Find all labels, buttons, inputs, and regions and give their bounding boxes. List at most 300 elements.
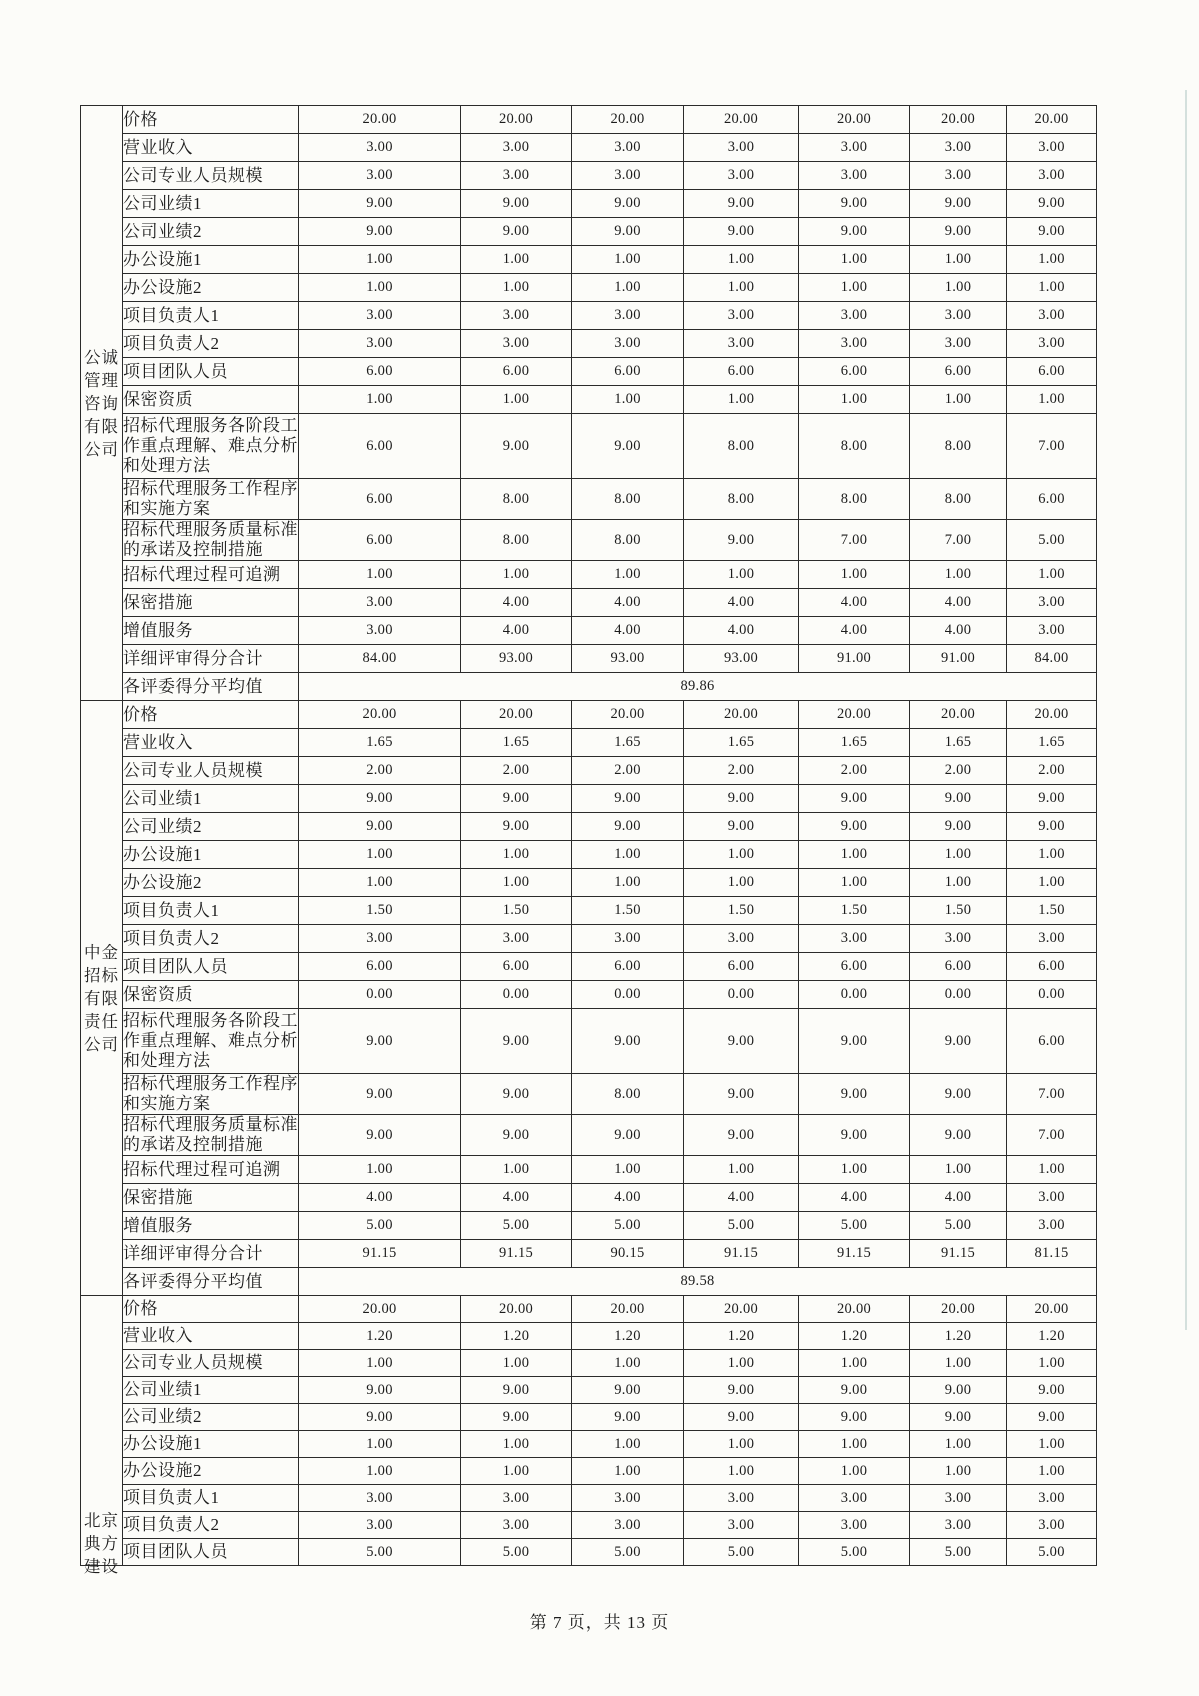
score-cell: 1.00 [684,274,799,302]
score-cell: 1.00 [299,246,461,274]
table-row [81,218,1097,246]
table-row [81,897,1097,925]
score-cell: 9.00 [1007,813,1097,841]
score-cell: 1.65 [799,729,910,757]
average-row [81,1268,1097,1296]
score-cell: 20.00 [299,1296,461,1323]
score-cell: 9.00 [799,785,910,813]
score-cell: 1.00 [1007,1458,1097,1485]
score-cell: 3.00 [461,330,572,358]
score-cell: 3.00 [572,330,684,358]
criterion-label: 公司专业人员规模 [123,1350,299,1377]
score-cell: 2.00 [1007,757,1097,785]
table-row [81,1184,1097,1212]
score-cell: 4.00 [572,589,684,617]
score-cell: 1.00 [572,1156,684,1184]
score-cell: 3.00 [299,134,461,162]
score-cell: 5.00 [572,1539,684,1566]
score-cell: 4.00 [799,617,910,645]
score-cell: 1.00 [910,841,1007,869]
score-cell: 20.00 [684,701,799,729]
criterion-label: 项目负责人1 [123,897,299,925]
score-cell: 3.00 [572,925,684,953]
score-cell: 3.00 [910,925,1007,953]
table-row [81,190,1097,218]
score-cell: 3.00 [299,925,461,953]
score-cell: 1.50 [910,897,1007,925]
criterion-label: 公司专业人员规模 [123,162,299,190]
table-row [81,645,1097,673]
score-cell: 3.00 [461,134,572,162]
score-cell: 6.00 [1007,358,1097,386]
score-cell: 20.00 [1007,106,1097,134]
score-cell: 5.00 [1007,520,1097,561]
score-cell: 6.00 [299,414,461,479]
score-cell: 2.00 [299,757,461,785]
score-cell: 1.00 [461,1156,572,1184]
score-cell: 20.00 [572,1296,684,1323]
score-cell: 9.00 [684,1404,799,1431]
score-cell: 81.15 [1007,1240,1097,1268]
criterion-label: 项目团队人员 [123,358,299,386]
score-cell: 8.00 [572,1074,684,1115]
score-cell: 1.65 [461,729,572,757]
score-cell: 3.00 [572,1485,684,1512]
score-cell: 3.00 [461,925,572,953]
score-cell: 2.00 [572,757,684,785]
evaluation-score-table [80,105,1097,1576]
criterion-label: 办公设施1 [123,841,299,869]
average-score-cell: 89.58 [299,1268,1097,1296]
score-cell: 91.15 [799,1240,910,1268]
score-cell: 1.00 [299,386,461,414]
score-cell: 9.00 [1007,1404,1097,1431]
score-cell: 6.00 [910,358,1007,386]
score-cell: 1.00 [461,869,572,897]
table-row [81,1240,1097,1268]
average-label: 各评委得分平均值 [123,673,299,701]
company-name-line: 招标 [84,965,119,985]
score-cell: 0.00 [1007,981,1097,1009]
criterion-label: 保密资质 [123,981,299,1009]
score-cell: 8.00 [684,479,799,520]
score-cell: 93.00 [572,645,684,673]
score-cell: 6.00 [461,358,572,386]
score-cell: 1.00 [572,1431,684,1458]
score-cell: 5.00 [461,1212,572,1240]
score-cell: 9.00 [572,414,684,479]
score-cell: 20.00 [461,701,572,729]
score-cell: 9.00 [461,1404,572,1431]
score-cell: 9.00 [799,1009,910,1074]
score-cell: 1.50 [799,897,910,925]
score-cell: 8.00 [572,520,684,561]
score-cell: 3.00 [799,302,910,330]
company-name-line: 公司 [84,1034,119,1054]
score-cell: 9.00 [572,218,684,246]
score-cell: 1.00 [572,841,684,869]
score-cell: 1.00 [684,246,799,274]
score-cell: 1.00 [910,869,1007,897]
score-cell: 0.00 [684,981,799,1009]
score-cell: 6.00 [1007,953,1097,981]
score-cell: 3.00 [572,1512,684,1539]
score-cell: 5.00 [299,1539,461,1566]
score-cell: 1.00 [1007,841,1097,869]
score-cell: 1.00 [684,1350,799,1377]
score-cell: 1.00 [910,1431,1007,1458]
score-cell: 4.00 [461,617,572,645]
table-row [81,414,1097,479]
score-cell: 6.00 [799,953,910,981]
score-cell: 3.00 [910,1485,1007,1512]
score-cell: 3.00 [799,162,910,190]
score-cell: 3.00 [684,330,799,358]
table-row [81,925,1097,953]
score-cell: 9.00 [799,1404,910,1431]
score-cell: 3.00 [572,134,684,162]
score-cell: 1.20 [299,1323,461,1350]
score-cell: 7.00 [910,520,1007,561]
score-cell: 3.00 [799,925,910,953]
score-cell: 1.00 [572,561,684,589]
criterion-label: 项目团队人员 [123,953,299,981]
score-cell: 5.00 [910,1212,1007,1240]
score-cell: 9.00 [461,218,572,246]
table-row [81,134,1097,162]
criterion-label: 公司业绩1 [123,190,299,218]
score-cell: 1.00 [461,1431,572,1458]
table-row [81,1115,1097,1156]
table-row [81,1009,1097,1074]
score-cell: 4.00 [910,1184,1007,1212]
score-cell: 3.00 [684,302,799,330]
score-cell: 4.00 [799,1184,910,1212]
score-cell: 9.00 [799,1115,910,1156]
score-cell: 20.00 [461,1296,572,1323]
criterion-label: 营业收入 [123,729,299,757]
score-cell: 9.00 [684,785,799,813]
score-cell: 9.00 [910,1377,1007,1404]
score-cell: 3.00 [299,617,461,645]
score-cell: 6.00 [461,953,572,981]
score-cell: 1.00 [299,1431,461,1458]
table-row [81,1485,1097,1512]
criterion-label: 公司业绩1 [123,1377,299,1404]
table-row [81,1512,1097,1539]
table-row [81,162,1097,190]
score-cell: 4.00 [910,617,1007,645]
score-cell: 1.00 [572,869,684,897]
criterion-label: 招标代理服务质量标准的承诺及控制措施 [123,1115,298,1154]
score-cell: 1.00 [572,1458,684,1485]
table-row [81,1377,1097,1404]
score-cell: 1.00 [1007,1431,1097,1458]
score-cell: 9.00 [799,1377,910,1404]
score-cell: 9.00 [461,1074,572,1115]
criterion-label: 项目负责人2 [123,330,299,358]
criterion-label: 办公设施1 [123,246,299,274]
table-row [81,1350,1097,1377]
company-name-line: 中金 [84,942,119,962]
score-cell: 6.00 [572,358,684,386]
criterion-label: 价格 [123,701,299,729]
table-row [81,1458,1097,1485]
score-cell: 3.00 [299,589,461,617]
company-name-text [81,941,122,1056]
score-cell: 3.00 [299,1512,461,1539]
score-cell: 9.00 [461,1115,572,1156]
score-cell: 1.00 [684,841,799,869]
score-cell: 2.00 [684,757,799,785]
score-cell: 2.00 [910,757,1007,785]
score-cell: 91.00 [799,645,910,673]
average-label: 各评委得分平均值 [123,1268,299,1296]
table-row [81,589,1097,617]
score-cell: 3.00 [910,134,1007,162]
score-cell: 1.00 [910,1350,1007,1377]
score-cell: 3.00 [1007,162,1097,190]
score-cell: 3.00 [910,302,1007,330]
score-cell: 4.00 [684,589,799,617]
score-cell: 6.00 [1007,479,1097,520]
score-cell: 20.00 [799,106,910,134]
score-cell: 1.00 [684,561,799,589]
score-cell: 8.00 [684,414,799,479]
score-cell: 1.00 [1007,274,1097,302]
scan-edge-artifact [1185,90,1187,1330]
table-row [81,1539,1097,1566]
score-cell: 6.00 [684,358,799,386]
score-cell: 9.00 [684,1377,799,1404]
score-cell: 1.00 [799,1350,910,1377]
score-cell: 9.00 [684,1115,799,1156]
score-cell: 3.00 [684,134,799,162]
score-cell: 3.00 [572,302,684,330]
score-cell: 9.00 [799,190,910,218]
score-cell: 1.00 [1007,869,1097,897]
score-cell: 20.00 [684,106,799,134]
score-cell: 3.00 [684,925,799,953]
score-cell: 1.00 [799,841,910,869]
score-cell: 3.00 [572,162,684,190]
score-cell: 3.00 [1007,1512,1097,1539]
score-cell: 6.00 [572,953,684,981]
score-cell: 1.00 [684,1156,799,1184]
table-row [81,386,1097,414]
score-cell: 1.00 [910,1458,1007,1485]
score-cell: 6.00 [1007,1009,1097,1074]
score-cell: 6.00 [799,358,910,386]
score-cell: 93.00 [461,645,572,673]
score-cell: 8.00 [910,479,1007,520]
score-cell: 9.00 [299,190,461,218]
score-cell: 6.00 [299,358,461,386]
score-cell: 7.00 [1007,1074,1097,1115]
score-cell: 3.00 [1007,1485,1097,1512]
criterion-label: 项目团队人员 [123,1539,299,1566]
score-cell: 9.00 [1007,190,1097,218]
score-cell: 1.00 [1007,246,1097,274]
score-cell: 5.00 [461,1539,572,1566]
score-cell: 8.00 [910,414,1007,479]
score-cell: 1.00 [1007,561,1097,589]
score-cell: 20.00 [299,701,461,729]
criterion-label: 公司业绩2 [123,813,299,841]
score-cell: 20.00 [572,106,684,134]
criterion-label: 保密措施 [123,1184,299,1212]
table-row [81,869,1097,897]
average-score-cell: 89.86 [299,673,1097,701]
criterion-label: 公司业绩1 [123,785,299,813]
score-cell: 93.00 [684,645,799,673]
score-cell: 1.00 [799,274,910,302]
score-cell: 9.00 [684,1074,799,1115]
company-name-line: 建设 [84,1557,119,1576]
company-name-line: 管理 [84,370,119,390]
company-name [81,1296,123,1576]
score-cell: 3.00 [1007,589,1097,617]
score-cell: 1.00 [799,869,910,897]
table-row [81,1074,1097,1115]
score-cell: 3.00 [299,162,461,190]
company-name-line: 北京 [84,1511,119,1530]
score-cell: 9.00 [799,1074,910,1115]
score-cell: 3.00 [299,1485,461,1512]
score-cell: 1.00 [461,841,572,869]
score-cell: 5.00 [684,1212,799,1240]
score-cell: 1.00 [299,1350,461,1377]
score-cell: 0.00 [799,981,910,1009]
score-cell: 1.00 [572,386,684,414]
score-cell: 9.00 [299,1009,461,1074]
criterion-label: 增值服务 [123,617,299,645]
score-cell: 1.20 [1007,1323,1097,1350]
score-cell: 1.00 [572,274,684,302]
score-cell: 9.00 [299,1377,461,1404]
score-cell: 1.00 [799,1156,910,1184]
criterion-label: 项目负责人2 [123,1512,299,1539]
score-cell: 9.00 [299,1404,461,1431]
score-cell: 4.00 [684,1184,799,1212]
score-cell: 3.00 [461,302,572,330]
criterion-label: 招标代理服务质量标准的承诺及控制措施 [123,520,298,559]
score-cell: 3.00 [1007,617,1097,645]
criterion-label: 保密措施 [123,589,299,617]
score-cell: 9.00 [461,1009,572,1074]
score-cell: 3.00 [1007,1184,1097,1212]
score-cell: 1.00 [1007,1156,1097,1184]
score-cell: 91.15 [461,1240,572,1268]
page-number: 第 7 页，共 13 页 [529,1613,670,1632]
score-cell: 1.00 [910,246,1007,274]
score-cell: 1.00 [299,561,461,589]
score-cell: 9.00 [572,190,684,218]
score-cell: 9.00 [299,1074,461,1115]
score-cell: 1.65 [684,729,799,757]
score-cell: 1.20 [572,1323,684,1350]
score-cell: 7.00 [799,520,910,561]
score-cell: 1.00 [461,386,572,414]
score-cell: 4.00 [572,617,684,645]
score-cell: 1.00 [910,561,1007,589]
table-row [81,1323,1097,1350]
score-table-body [81,106,1097,1576]
score-cell: 9.00 [910,190,1007,218]
score-cell: 3.00 [910,330,1007,358]
score-cell: 3.00 [1007,1212,1097,1240]
score-cell: 7.00 [1007,414,1097,479]
criterion-label: 招标代理服务工作程序和实施方案 [123,479,298,518]
score-cell: 9.00 [910,813,1007,841]
company-name-line: 公司 [84,439,119,459]
criterion-label: 招标代理过程可追溯 [123,561,299,589]
score-cell: 3.00 [1007,925,1097,953]
score-cell: 8.00 [461,520,572,561]
table-row [81,561,1097,589]
score-cell: 1.00 [910,274,1007,302]
score-cell: 1.00 [299,274,461,302]
score-cell: 1.00 [299,1156,461,1184]
criterion-label: 招标代理过程可追溯 [123,1156,299,1184]
table-row [81,358,1097,386]
criterion-label: 办公设施2 [123,1458,299,1485]
score-cell: 5.00 [299,1212,461,1240]
company-name-line: 责任 [84,1011,119,1031]
score-cell: 5.00 [799,1539,910,1566]
score-cell: 0.00 [299,981,461,1009]
score-cell: 3.00 [1007,302,1097,330]
score-cell: 8.00 [799,479,910,520]
table-row [81,302,1097,330]
score-cell: 9.00 [684,1009,799,1074]
score-cell: 6.00 [299,520,461,561]
score-cell: 5.00 [572,1212,684,1240]
criterion-label: 营业收入 [123,1323,299,1350]
score-cell: 9.00 [572,813,684,841]
score-cell: 9.00 [461,813,572,841]
score-cell: 1.00 [461,274,572,302]
score-cell: 1.00 [299,841,461,869]
score-cell: 9.00 [572,1404,684,1431]
score-cell: 1.50 [299,897,461,925]
score-cell: 20.00 [461,106,572,134]
score-cell: 1.00 [572,246,684,274]
criterion-label: 项目负责人1 [123,302,299,330]
criterion-label: 办公设施2 [123,274,299,302]
score-cell: 9.00 [910,1074,1007,1115]
criterion-label: 保密资质 [123,386,299,414]
score-cell: 1.20 [461,1323,572,1350]
criterion-label: 详细评审得分合计 [123,1240,299,1268]
score-cell: 9.00 [684,190,799,218]
score-cell: 91.15 [684,1240,799,1268]
score-cell: 1.00 [799,561,910,589]
score-cell: 3.00 [910,162,1007,190]
company-name-text [81,1509,122,1576]
score-cell: 8.00 [572,479,684,520]
score-cell: 3.00 [461,1485,572,1512]
score-cell: 1.00 [684,1458,799,1485]
score-cell: 5.00 [910,1539,1007,1566]
score-cell: 3.00 [799,330,910,358]
company-name-line: 有限 [84,988,119,1008]
score-cell: 1.20 [910,1323,1007,1350]
score-cell: 9.00 [572,1115,684,1156]
score-cell: 4.00 [910,589,1007,617]
criterion-label: 招标代理服务各阶段工作重点理解、难点分析和处理方法 [123,1009,299,1074]
table-row [81,981,1097,1009]
